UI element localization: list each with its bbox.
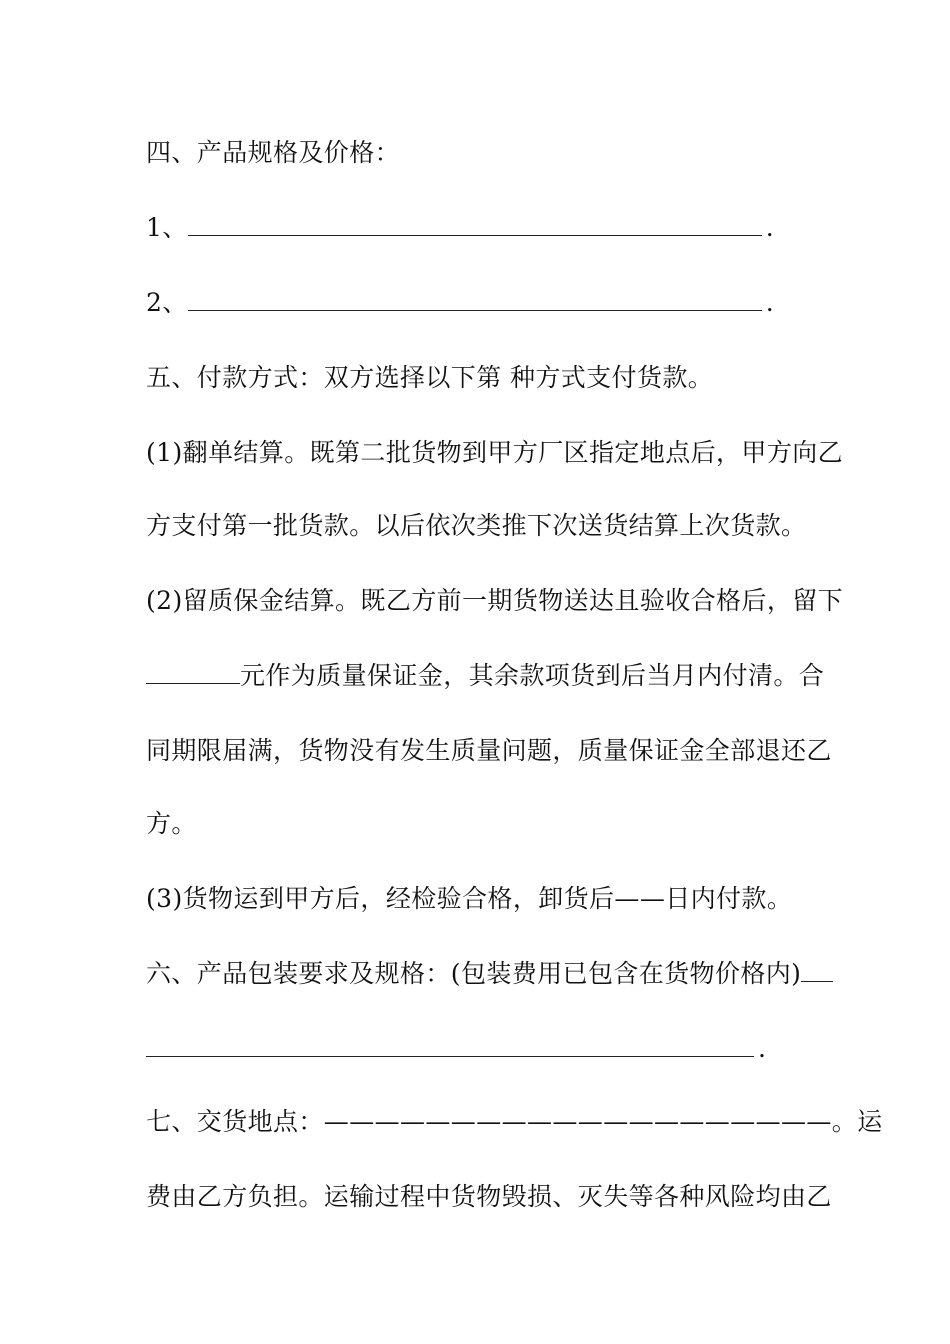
packaging-blank <box>146 1034 754 1057</box>
payment-option-2-line-2 <box>146 661 825 691</box>
section-7-text-1: 七、交货地点：————————————————————。运 <box>146 1107 883 1136</box>
spec-item-1-period: . <box>765 213 775 242</box>
section-6-heading-text: 六、产品包装要求及规格：(包装费用已包含在货物价格内) <box>146 959 802 988</box>
spec-item-2-blank <box>188 288 762 311</box>
payment-option-2-line-3 <box>146 736 832 766</box>
payment-option-2-line-4 <box>146 809 816 839</box>
packaging-blank-line <box>146 1034 816 1064</box>
section-4-heading-text: 四、产品规格及价格： <box>146 138 401 167</box>
section-5-heading <box>146 363 816 393</box>
payment-option-3 <box>146 884 816 914</box>
payment-option-2-line-1 <box>146 586 844 616</box>
section-7-text-2: 费由乙方负担。运输过程中货物毁损、灭失等各种风险均由乙 <box>146 1182 832 1211</box>
payment-option-3-text: (3)货物运到甲方后，经检验合格，卸货后——日内付款。 <box>146 884 793 913</box>
spec-item-1 <box>146 213 816 243</box>
payment-option-1-line-1 <box>146 438 844 468</box>
payment-option-2-text-3: 同期限届满，货物没有发生质量问题，质量保证金全部退还乙 <box>146 736 832 765</box>
spec-item-1-number: 1、 <box>146 213 188 242</box>
payment-option-1-text-1: (1)翻单结算。既第二批货物到甲方厂区指定地点后，甲方向乙 <box>146 438 844 467</box>
spec-item-2 <box>146 288 816 318</box>
section-7-line-2 <box>146 1182 832 1212</box>
retention-amount-blank <box>146 661 240 684</box>
payment-option-2-text-2: 元作为质量保证金，其余款项货到后当月内付清。合 <box>240 661 825 690</box>
section-7-line-1 <box>146 1107 883 1137</box>
section-5-heading-text: 五、付款方式：双方选择以下第 种方式支付货款。 <box>146 363 714 392</box>
payment-option-2-text-1: (2)留质保金结算。既乙方前一期货物送达且验收合格后，留下 <box>146 586 844 615</box>
payment-option-1-text-2: 方支付第一批货款。以后依次类推下次送货结算上次货款。 <box>146 511 807 540</box>
packaging-period: . <box>758 1034 767 1063</box>
section-6-heading <box>146 959 816 989</box>
section-4-heading <box>146 138 816 168</box>
spec-item-1-blank <box>188 213 762 236</box>
spec-item-2-period: . <box>765 288 775 317</box>
packaging-blank-tail <box>801 959 833 982</box>
payment-option-1-line-2 <box>146 511 816 541</box>
payment-option-2-text-4: 方。 <box>146 809 197 838</box>
spec-item-2-number: 2、 <box>146 288 188 317</box>
